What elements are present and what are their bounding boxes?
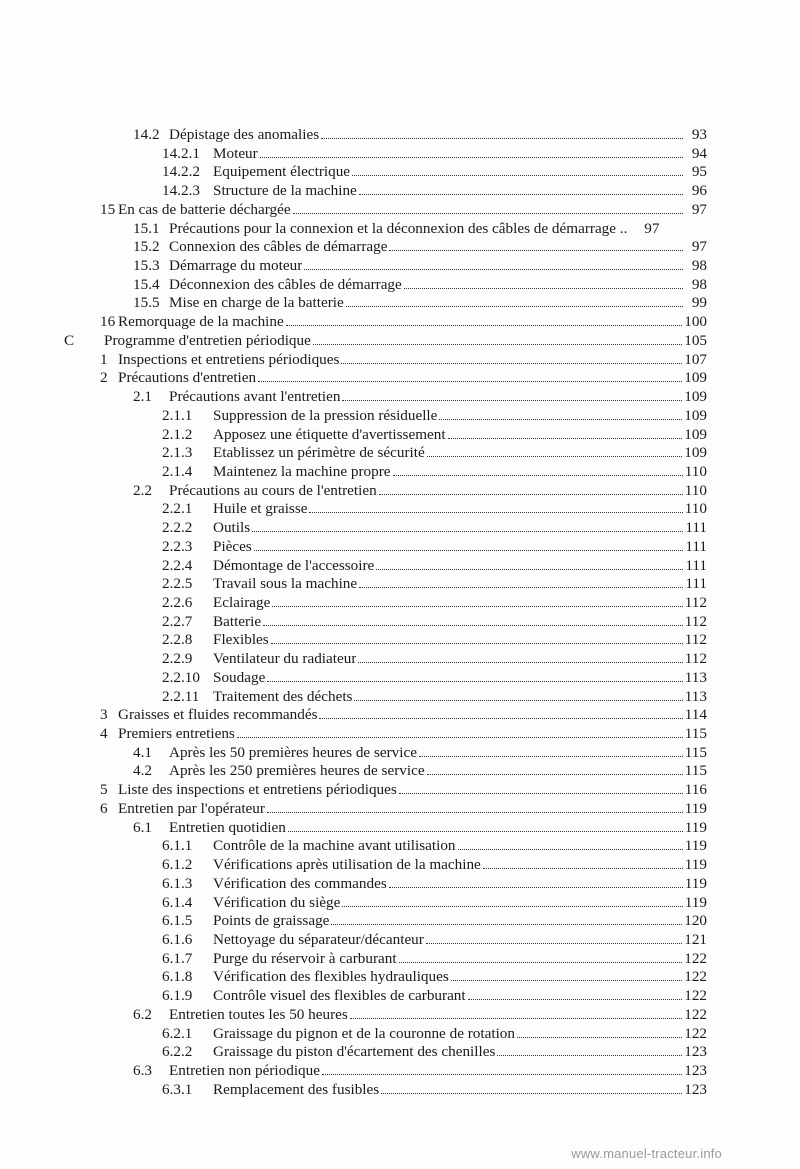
dot-leader <box>350 1007 682 1019</box>
toc-entry <box>133 1062 707 1081</box>
toc-entry <box>100 706 707 725</box>
toc-entry-number: 14.2.1 <box>162 144 200 162</box>
dot-leader <box>254 539 683 551</box>
toc-entry <box>162 950 707 969</box>
dot-leader <box>359 576 683 588</box>
dot-leader <box>263 614 683 626</box>
toc-entry <box>133 819 707 838</box>
toc-entry-number: 15.1 <box>133 219 160 237</box>
dot-leader <box>267 670 682 682</box>
toc-entry <box>162 894 707 913</box>
toc-entry-number: 15.2 <box>133 238 160 256</box>
toc-entry-number: 2.2.7 <box>162 612 193 630</box>
toc-entry <box>162 875 707 894</box>
dot-leader <box>379 483 683 495</box>
toc-entry-page: 99 <box>691 294 707 312</box>
toc-entry-title: Apposez une étiquette d'avertissement <box>213 425 446 443</box>
toc-entry-page: 105 <box>684 331 707 349</box>
toc-entry-number: 15.3 <box>133 257 160 275</box>
toc-entry-number: 6 <box>100 799 108 817</box>
toc-entry <box>133 744 707 763</box>
toc-entry-page: 122 <box>684 987 707 1005</box>
dot-leader <box>629 222 635 233</box>
dot-leader <box>359 183 683 195</box>
toc-entry <box>162 407 707 426</box>
dot-leader <box>342 389 682 401</box>
toc-entry <box>162 163 707 182</box>
toc-entry <box>162 557 707 576</box>
toc-entry <box>162 688 707 707</box>
toc-entry-page: 116 <box>684 781 707 799</box>
toc-entry-number: 15.5 <box>133 294 160 312</box>
toc-entry-page: 112 <box>684 612 707 630</box>
toc-entry-number: 2.1 <box>133 388 152 406</box>
toc-entry-title: Vérification du siège <box>213 893 341 911</box>
toc-entry-title: Graisses et fluides recommandés <box>118 706 318 724</box>
toc-entry-title: Equipement électrique <box>213 163 351 181</box>
toc-entry-number: 6.2.1 <box>162 1024 193 1042</box>
toc-entry-page: 109 <box>684 406 707 424</box>
toc-entry <box>162 669 707 688</box>
dot-leader <box>267 801 683 813</box>
dot-leader <box>286 314 682 326</box>
dot-leader <box>352 164 683 176</box>
toc-entry-title: Programme d'entretien périodique <box>104 331 311 349</box>
toc-entry-title: Vérification des commandes <box>213 874 387 892</box>
toc-entry-page: 120 <box>684 912 707 930</box>
toc-entry-number: 2.1.3 <box>162 444 193 462</box>
toc-entry <box>162 613 707 632</box>
dot-leader <box>468 988 683 1000</box>
dot-leader <box>237 726 683 738</box>
dot-leader <box>389 876 683 888</box>
toc-entry-title: Remplacement des fusibles <box>213 1080 380 1098</box>
toc-entry-number: 6.1.6 <box>162 930 193 948</box>
toc-entry <box>162 575 707 594</box>
dot-leader <box>451 969 682 981</box>
toc-entry-page: 93 <box>691 126 707 143</box>
watermark-text: www.manuel-tracteur.info <box>571 1146 722 1161</box>
toc-entry-number: 6.1.9 <box>162 987 193 1005</box>
toc-entry-number: 2.1.2 <box>162 425 193 443</box>
toc-entry <box>162 182 707 201</box>
toc-entry-number: 5 <box>100 781 108 799</box>
toc-entry-title: Remorquage de la machine <box>118 313 284 331</box>
toc-entry-page: 97 <box>644 219 660 237</box>
dot-leader <box>389 239 683 251</box>
toc-entry <box>162 968 707 987</box>
dot-leader <box>271 632 683 644</box>
dot-leader <box>331 913 682 925</box>
toc-entry <box>162 837 707 856</box>
dot-leader <box>309 501 682 513</box>
toc-entry-number: 2.2.5 <box>162 575 193 593</box>
toc-entry-page: 122 <box>684 1024 707 1042</box>
toc-entry-title: Connexion des câbles de démarrage <box>169 238 388 256</box>
toc-entry-title: Entretien quotidien <box>169 818 286 836</box>
toc-entry-title: Entretien toutes les 50 heures <box>169 1005 348 1023</box>
toc-entry-number: 1 <box>100 350 108 368</box>
dot-leader <box>322 1063 682 1075</box>
toc-entry-page: 113 <box>684 668 707 686</box>
toc-entry-number: 14.2.3 <box>162 182 200 200</box>
toc-entry-number: 2.2.10 <box>162 668 200 686</box>
toc-entry-title: Points de graissage <box>213 912 330 930</box>
dot-leader <box>342 895 682 907</box>
toc-entry-title: Graissage du piston d'écartement des chenilles <box>213 1043 496 1061</box>
dot-leader <box>358 651 682 663</box>
toc-entry-page: 115 <box>684 743 707 761</box>
toc-entry-number: 6.1.2 <box>162 856 193 874</box>
toc-entry-page: 97 <box>691 238 707 256</box>
dot-leader <box>252 520 683 532</box>
toc-entry-title: Suppression de la pression résiduelle <box>213 406 438 424</box>
toc-entry <box>100 201 707 220</box>
dot-leader <box>439 408 682 420</box>
toc-entry-title: Premiers entretiens <box>118 725 235 743</box>
dot-leader <box>399 782 683 794</box>
toc-entry-number: 2.2.6 <box>162 594 193 611</box>
toc-entry-number: 6.2 <box>133 1005 152 1023</box>
toc-entry-number: 2.2.8 <box>162 631 193 649</box>
toc-entry-page: 111 <box>685 519 707 537</box>
toc-entry-title: Liste des inspections et entretiens périodiques <box>118 781 397 799</box>
toc-entry-number: 2.2.9 <box>162 650 193 668</box>
toc-entry-page: 109 <box>684 444 707 462</box>
toc-entry-title: Nettoyage du séparateur/décanteur <box>213 930 424 948</box>
toc-entry-title: Précautions d'entretien <box>118 369 257 387</box>
dot-leader <box>304 258 683 270</box>
toc-entry-number: 16 <box>100 313 116 331</box>
toc-entry-title: Flexibles <box>213 631 269 649</box>
toc-entry <box>100 369 707 388</box>
dot-leader <box>426 932 682 944</box>
toc-entry-title: Purge du réservoir à carburant <box>213 949 397 967</box>
toc-entry <box>64 332 707 351</box>
toc-entry <box>133 762 707 781</box>
toc-entry-page: 112 <box>684 594 707 611</box>
toc-entry-title: Pièces <box>213 537 252 555</box>
toc-entry <box>133 126 707 145</box>
dot-leader <box>497 1044 682 1056</box>
toc-entry <box>162 631 707 650</box>
toc-entry-title: Batterie <box>213 612 262 630</box>
toc-entry-number: 2 <box>100 369 108 387</box>
toc-entry-number: 15 <box>100 200 116 218</box>
toc-entry-number: 4 <box>100 725 108 743</box>
dot-leader <box>517 1026 682 1038</box>
toc-entry-title: Moteur <box>213 144 258 162</box>
toc-entry <box>133 276 707 295</box>
dot-leader <box>319 707 682 719</box>
toc-entry-page: 115 <box>684 725 707 743</box>
toc-entry <box>162 444 707 463</box>
dot-leader <box>427 763 683 775</box>
toc-entry-number: 14.2 <box>133 126 160 143</box>
toc-entry-title: En cas de batterie déchargée <box>118 200 291 218</box>
toc-entry-number: 6.1.5 <box>162 912 193 930</box>
toc-entry-title: Précautions avant l'entretien <box>169 388 341 406</box>
toc-entry-page: 112 <box>684 631 707 649</box>
dot-leader <box>376 558 683 570</box>
toc-entry-title: Vérification des flexibles hydrauliques <box>213 968 449 986</box>
toc-entry-number: 6.1.8 <box>162 968 193 986</box>
toc-entry-title: Déconnexion des câbles de démarrage <box>169 275 402 293</box>
toc-entry-page: 94 <box>691 144 707 162</box>
toc-entry-page: 112 <box>684 650 707 668</box>
toc-entry-page: 122 <box>684 949 707 967</box>
toc-entry-page: 119 <box>684 856 707 874</box>
dot-leader <box>341 352 682 364</box>
toc-entry <box>100 800 707 819</box>
toc-entry-title: Vérifications après utilisation de la machine <box>213 856 481 874</box>
toc-entry-page: 123 <box>684 1080 707 1098</box>
dot-leader <box>354 689 682 701</box>
toc-entry-title: Huile et graisse <box>213 500 308 518</box>
toc-entry-page: 119 <box>684 893 707 911</box>
toc-entry-number: 2.2.1 <box>162 500 193 518</box>
toc-entry-page: 109 <box>684 369 707 387</box>
toc-entry <box>162 912 707 931</box>
toc-entry-title: Graissage du pignon et de la couronne de rotation <box>213 1024 515 1042</box>
toc-entry-page: 97 <box>691 200 707 218</box>
toc-entry <box>100 725 707 744</box>
toc-entry-number: 6.1.1 <box>162 837 193 855</box>
toc-entry-page: 111 <box>685 556 707 574</box>
toc-entry-page: 121 <box>684 930 707 948</box>
toc-entry-number: 6.1.7 <box>162 949 193 967</box>
toc-entry <box>162 519 707 538</box>
toc-entry-page: 123 <box>684 1043 707 1061</box>
toc-entry-title: Contrôle de la machine avant utilisation <box>213 837 456 855</box>
toc-entry-number: 15.4 <box>133 275 160 293</box>
toc-entry-title: Eclairage <box>213 594 271 611</box>
toc-entry-page: 100 <box>684 313 707 331</box>
toc-entry <box>162 426 707 445</box>
toc-entry <box>162 650 707 669</box>
toc-entry <box>100 351 707 370</box>
toc-entry-page: 113 <box>684 687 707 705</box>
dot-leader <box>393 464 683 476</box>
toc-entry-number: 2.2.4 <box>162 556 193 574</box>
toc-entry-title: Inspections et entretiens périodiques <box>118 350 340 368</box>
toc-entry-number: 6.2.2 <box>162 1043 193 1061</box>
toc-entry-page: 110 <box>684 500 707 518</box>
toc-entry <box>100 313 707 332</box>
toc-entry <box>162 594 707 613</box>
dot-leader <box>448 427 683 439</box>
toc-entry-number: 3 <box>100 706 108 724</box>
toc-entry-page: 122 <box>684 1005 707 1023</box>
toc-entry-number: 2.2.11 <box>162 687 200 705</box>
toc-entry <box>162 1025 707 1044</box>
toc-entry-number: 14.2.2 <box>162 163 200 181</box>
toc-entry <box>162 500 707 519</box>
toc-entry-page: 109 <box>684 388 707 406</box>
toc-entry-title: Contrôle visuel des flexibles de carburant <box>213 987 466 1005</box>
toc-entry-page: 122 <box>684 968 707 986</box>
toc-entry <box>133 238 707 257</box>
toc-entry <box>162 987 707 1006</box>
toc-entry-title: Outils <box>213 519 251 537</box>
toc-entry-page: 119 <box>684 799 707 817</box>
toc-entry-number: 4.2 <box>133 762 152 780</box>
toc-entry <box>162 931 707 950</box>
toc-entry-number: 2.2.3 <box>162 537 193 555</box>
toc-entry <box>162 1043 707 1062</box>
toc-entry-number: C <box>64 331 75 349</box>
toc-entry-page: 107 <box>684 350 707 368</box>
dot-leader <box>288 820 683 832</box>
toc-entry-page: 98 <box>691 275 707 293</box>
toc-entry-number: 2.1.1 <box>162 406 193 424</box>
toc-entry-title: Entretien non périodique <box>169 1062 320 1079</box>
toc-entry-title: Entretien par l'opérateur <box>118 799 265 817</box>
toc-entry <box>162 856 707 875</box>
dot-leader <box>381 1082 682 1094</box>
toc-entry-title: Dépistage des anomalies <box>169 126 320 143</box>
toc-entry <box>162 463 707 482</box>
toc-entry-page: 111 <box>685 575 707 593</box>
toc-entry-title: Après les 250 premières heures de service <box>169 762 425 780</box>
toc-entry-page: 111 <box>685 537 707 555</box>
toc-entry-title: Etablissez un périmètre de sécurité <box>213 444 425 462</box>
dot-leader <box>293 202 683 214</box>
toc-entry-title: Précautions au cours de l'entretien <box>169 481 377 499</box>
toc-entry-title: Traitement des déchets <box>213 687 353 705</box>
toc-entry <box>100 781 707 800</box>
dot-leader <box>260 146 683 158</box>
dot-leader <box>258 370 682 382</box>
toc-entry-page: 98 <box>691 257 707 275</box>
toc-entry-number: 6.1 <box>133 818 152 836</box>
toc-entry-page: 109 <box>684 425 707 443</box>
toc-entry-title: Travail sous la machine <box>213 575 358 593</box>
dot-leader <box>399 951 683 963</box>
toc-entry-page: 123 <box>684 1062 707 1079</box>
toc-entry-number: 2.2.2 <box>162 519 193 537</box>
toc-entry <box>133 257 707 276</box>
toc-entry-title: Démarrage du moteur <box>169 257 303 275</box>
toc-entry-number: 6.1.4 <box>162 893 193 911</box>
dot-leader <box>419 745 683 757</box>
toc-entry-number: 6.3.1 <box>162 1080 193 1098</box>
toc-entry-title: Structure de la machine <box>213 182 357 200</box>
dot-leader <box>272 595 682 607</box>
dot-leader <box>321 127 683 139</box>
toc-entry-number: 6.3 <box>133 1062 152 1079</box>
toc-entry-page: 114 <box>684 706 707 724</box>
toc-entry-number: 6.1.3 <box>162 874 193 892</box>
toc-entry-number: 2.2 <box>133 481 152 499</box>
toc-entry <box>162 538 707 557</box>
toc-entry <box>133 294 707 313</box>
dot-leader <box>313 333 682 345</box>
toc-entry-page: 115 <box>684 762 707 780</box>
toc-entry <box>133 220 707 239</box>
toc-entry <box>133 482 707 501</box>
toc-entry-number: 4.1 <box>133 743 152 761</box>
toc-entry-title: Mise en charge de la batterie <box>169 294 344 312</box>
toc-entry-page: 110 <box>684 462 707 480</box>
toc-entry-page: 110 <box>684 481 707 499</box>
dot-leader <box>427 445 683 457</box>
toc-entry <box>133 1006 707 1025</box>
dot-leader <box>346 295 683 307</box>
toc-entry-title: Ventilateur du radiateur <box>213 650 357 668</box>
toc-entry-page: 119 <box>684 837 707 855</box>
toc-entry-title: Précautions pour la connexion et la déconnexion des câbles de démarrage .. <box>169 219 628 237</box>
toc-entry-title: Démontage de l'accessoire <box>213 556 375 574</box>
toc-entry-title: Après les 50 premières heures de service <box>169 743 417 761</box>
toc-entry-title: Maintenez la machine propre <box>213 462 391 480</box>
toc-entry <box>133 388 707 407</box>
toc-entry-page: 119 <box>684 874 707 892</box>
dot-leader <box>483 857 683 869</box>
toc-entry <box>162 145 707 164</box>
dot-leader <box>404 277 683 289</box>
toc-entry <box>162 1081 707 1100</box>
toc-entry-page: 119 <box>684 818 707 836</box>
toc-entry-page: 96 <box>691 182 707 200</box>
toc-entry-page: 95 <box>691 163 707 181</box>
dot-leader <box>458 838 683 850</box>
toc-entry-number: 2.1.4 <box>162 462 193 480</box>
toc-entry-title: Soudage <box>213 668 266 686</box>
